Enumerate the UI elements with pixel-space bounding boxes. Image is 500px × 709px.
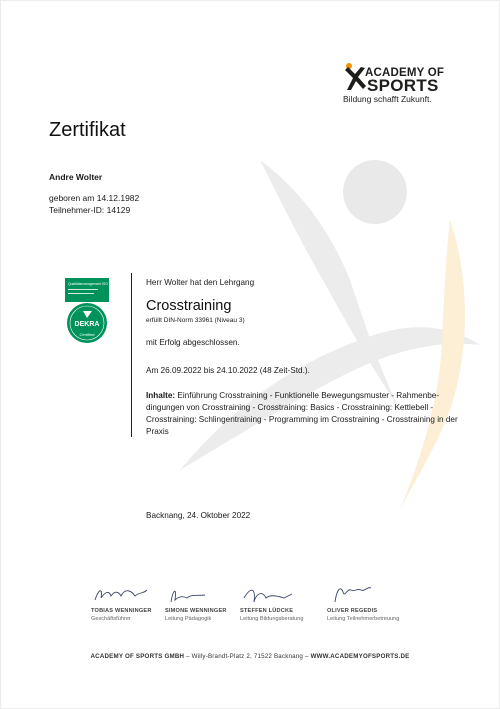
signatory-name: TOBIAS WENNINGER bbox=[91, 608, 152, 614]
logo-tagline: Bildung schafft Zukunft. bbox=[343, 94, 432, 104]
signature-scribble bbox=[165, 584, 235, 606]
logo-brand-line2: SPORTS bbox=[367, 76, 439, 95]
logo-figure-icon bbox=[343, 62, 367, 92]
academy-of-sports-logo bbox=[343, 62, 468, 104]
contents-label: Inhalte: bbox=[146, 391, 176, 400]
signature-scribble bbox=[91, 584, 161, 606]
course-contents bbox=[146, 390, 474, 438]
contents-text: Einführung Crosstraining - Funktionelle Bewegungsmuster - Rahmenbe-dingungen von Crosstraining - Crosstraining: Basics - Crosstraining: Kettlebell - Crosstraining: Schlingentraining - Programming im Crosstraining - Crosstraining in der Praxis bbox=[146, 391, 458, 436]
footer-separator: – bbox=[303, 653, 311, 660]
signatory-name: SIMONE WENNINGER bbox=[165, 608, 227, 614]
signature-scribble bbox=[240, 584, 310, 606]
signatory-role: Leitung Teilnehmerbetreuung bbox=[327, 616, 400, 622]
logo-brand-line1: ACADEMY OF bbox=[365, 67, 445, 79]
course-name: Crosstraining bbox=[146, 298, 232, 314]
badge-brand: DEKRA bbox=[74, 321, 100, 328]
participant-id: Teilnehmer-ID: 14129 bbox=[49, 205, 131, 215]
watermark-figure bbox=[150, 150, 500, 550]
signatory-role: Geschäftsführer bbox=[91, 616, 131, 622]
participant-name: Andre Wolter bbox=[49, 172, 103, 182]
course-intro: Herr Wolter hat den Lehrgang bbox=[146, 278, 255, 287]
participant-birthdate: geboren am 14.12.1982 bbox=[49, 193, 140, 203]
footer bbox=[0, 653, 500, 660]
certificate-title: Zertifikat bbox=[49, 119, 126, 141]
footer-separator: – bbox=[184, 653, 192, 660]
signatory-role: Leitung Bildungsberatung bbox=[240, 616, 304, 622]
footer-address: Willy-Brandt-Platz 2, 71522 Backnang bbox=[191, 653, 304, 660]
divider-line bbox=[131, 273, 132, 437]
course-dates: Am 26.09.2022 bis 24.10.2022 (48 Zeit-Std.). bbox=[146, 366, 310, 375]
place-date: Backnang, 24. Oktober 2022 bbox=[146, 511, 251, 520]
signatory-name: STEFFEN LÜDCKE bbox=[240, 608, 294, 614]
course-norm: erfüllt DIN-Norm 33961 (Niveau 3) bbox=[146, 317, 245, 324]
signatory-role: Leitung Pädagogik bbox=[165, 616, 212, 622]
footer-website: WWW.ACADEMYOFSPORTS.DE bbox=[310, 653, 410, 660]
signatory-name: OLIVER REGEDIS bbox=[327, 608, 378, 614]
badge-bottom-text: Certified bbox=[79, 332, 95, 337]
signature-scribble bbox=[327, 584, 397, 606]
dekra-certification-badge bbox=[65, 278, 125, 346]
footer-company: ACADEMY OF SPORTS GMBH bbox=[90, 653, 185, 660]
course-success: mit Erfolg abgeschlossen. bbox=[146, 338, 240, 347]
badge-top-text: Qualitätsmanagement ISO 9001:2015 bbox=[68, 282, 125, 286]
